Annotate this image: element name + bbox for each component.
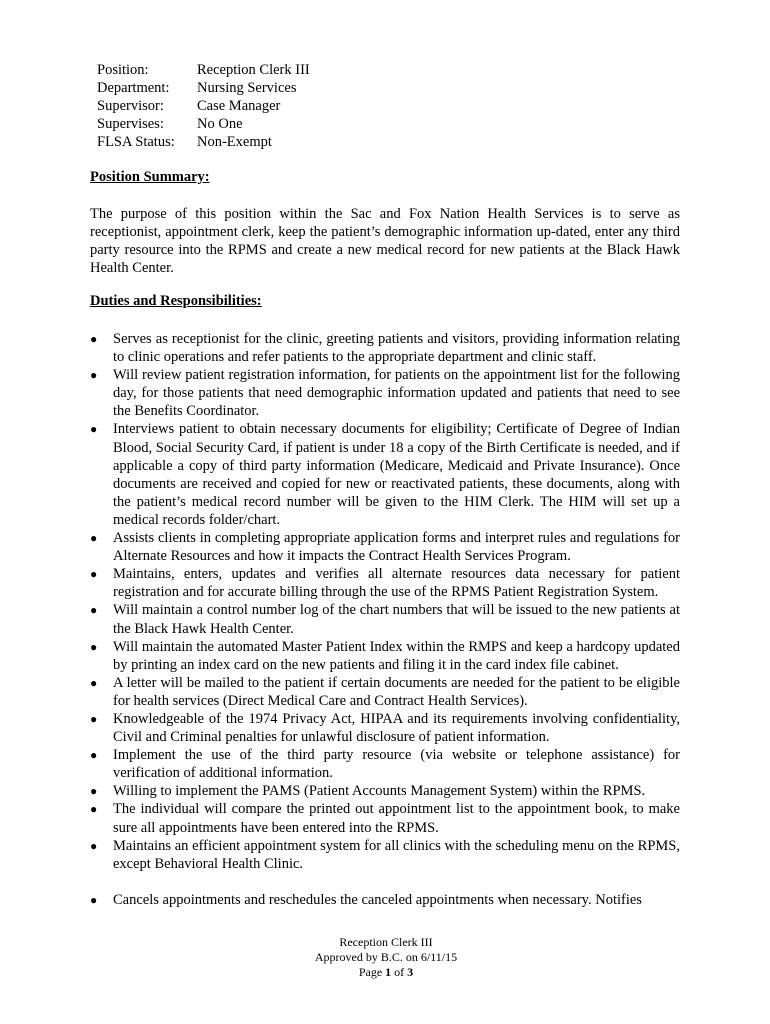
- duty-text: Will maintain a control number log of the chart numbers that will be issued to the new patients at the Black Hawk Health Center.: [113, 602, 680, 637]
- bullet-icon: ●: [90, 422, 98, 437]
- bullet-icon: ●: [90, 675, 98, 690]
- duty-item: [90, 746, 680, 782]
- info-label: FLSA Status:: [97, 134, 175, 150]
- info-label: Position:: [97, 62, 149, 78]
- duty-item: [90, 638, 680, 674]
- bullet-icon: ●: [90, 368, 98, 383]
- duty-text: Maintains, enters, updates and verifies all alternate resources data necessary for patient registration and for accurate billing through the use of the RPMS Patient Registration System.: [113, 566, 680, 601]
- info-label: Supervisor:: [97, 98, 164, 114]
- duty-text: Cancels appointments and reschedules the canceled appointments when necessary. Notifies: [113, 891, 642, 908]
- duty-item: [90, 565, 680, 601]
- info-label: Supervises:: [97, 116, 164, 132]
- info-value: No One: [197, 116, 243, 132]
- duty-item: [90, 710, 680, 746]
- page-total: 3: [407, 965, 414, 979]
- footer-approval: Approved by B.C. on 6/11/15: [314, 950, 458, 964]
- duty-item: [90, 891, 680, 909]
- duty-text: Maintains an efficient appointment system for all clinics with the scheduling menu on the RPMS, except Behavioral Health Clinic.: [113, 837, 680, 872]
- duty-item: [90, 366, 680, 420]
- bullet-icon: ●: [90, 332, 98, 346]
- duty-item: [90, 837, 680, 873]
- bullet-icon: ●: [90, 711, 98, 726]
- page-of: of: [391, 965, 408, 979]
- info-label: Department:: [97, 80, 170, 96]
- duty-text: Serves as receptionist for the clinic, greeting patients and visitors, providing information relating to clinic operations and refer patients to the appropriate department and clinic staff.: [113, 331, 680, 366]
- duty-text: Willing to implement the PAMS (Patient Accounts Management System) within the RPMS.: [113, 783, 646, 800]
- info-value: Nursing Services: [197, 80, 297, 96]
- duty-item: [90, 782, 680, 800]
- duty-text: Interviews patient to obtain necessary documents for eligibility; Certificate of Degree of Indian Blood, Social Security Card, if patient is under 18 a copy of the Birth Certificate is needed, and if applicable a copy of third party information (Medicare, Medicaid and Private Insurance). Once documents are received and copied for new or reactivated patients, these documents, along with the patient’s medical record number will be given to the HIM Clerk. The HIM will set up a medical records folder/chart.: [113, 421, 680, 528]
- position-summary-heading: Position Summary:: [90, 169, 210, 185]
- duty-text: Knowledgeable of the 1974 Privacy Act, HIPAA and its requirements involving confidentiality, Civil and Criminal penalties for unlawful disclosure of patient information.: [113, 710, 680, 746]
- bullet-icon: ●: [90, 892, 98, 907]
- duties-heading: Duties and Responsibilities:: [90, 293, 262, 309]
- page-prefix: Page: [358, 965, 386, 979]
- bullet-icon: ●: [90, 603, 98, 618]
- duty-text: Will maintain the automated Master Patient Index within the RMPS and keep a hardcopy updated by printing an index card on the new patients and filing it in the card index file cabinet.: [113, 638, 680, 673]
- position-info-table: [97, 61, 310, 151]
- page-num: 1: [385, 965, 392, 979]
- footer-page-number: [90, 965, 682, 980]
- bullet-icon: ●: [90, 567, 98, 582]
- footer-title: Reception Clerk III: [339, 935, 433, 949]
- duty-item: [90, 674, 680, 710]
- duty-item: [90, 330, 680, 366]
- duty-item: [90, 529, 680, 565]
- bullet-icon: ●: [90, 639, 98, 654]
- info-value: Reception Clerk III: [197, 62, 310, 78]
- duty-text: A letter will be mailed to the patient if certain documents are needed for the patient to be eligible for health services (Direct Medical Care and Contract Health Services).: [113, 674, 680, 709]
- duty-item: [90, 800, 680, 836]
- info-value: Non-Exempt: [197, 134, 272, 150]
- info-row-supervises: [97, 115, 310, 133]
- duties-list: [90, 330, 680, 909]
- duty-item: [90, 420, 680, 529]
- info-row-position: [97, 61, 310, 79]
- duty-text: Assists clients in completing appropriate application forms and interpret rules and regulations for Alternate Resources and how it impacts the Contract Health Services Program.: [113, 530, 680, 565]
- duty-text: The individual will compare the printed out appointment list to the appointment book, to make sure all appointments have been entered into the RPMS.: [113, 801, 680, 836]
- duty-text: Implement the use of the third party resource (via website or telephone assistance) for verification of additional information.: [113, 747, 680, 782]
- info-row-department: [97, 79, 310, 97]
- bullet-icon: ●: [90, 748, 98, 763]
- bullet-icon: ●: [90, 531, 98, 546]
- duty-text: Will review patient registration information, for patients on the appointment list for the following day, for those patients that need demographic information updated and patients that need to see the Benefits Coordinator.: [113, 367, 680, 420]
- info-row-supervisor: [97, 97, 310, 115]
- document-page: [90, 0, 682, 1024]
- bullet-icon: ●: [90, 838, 98, 853]
- info-value: Case Manager: [197, 98, 281, 114]
- duty-item: [90, 601, 680, 637]
- bullet-icon: ●: [90, 784, 98, 799]
- position-summary-text: The purpose of this position within the Sac and Fox Nation Health Services is to serve as receptionist, appointment clerk, keep the patient’s demographic information up-dated, enter any third party resource into the RPMS and create a new medical record for new patients at the Black Hawk Health Center.: [90, 206, 680, 276]
- page-footer: [90, 935, 682, 980]
- info-row-flsa-status: [97, 133, 310, 151]
- bullet-icon: ●: [90, 802, 98, 817]
